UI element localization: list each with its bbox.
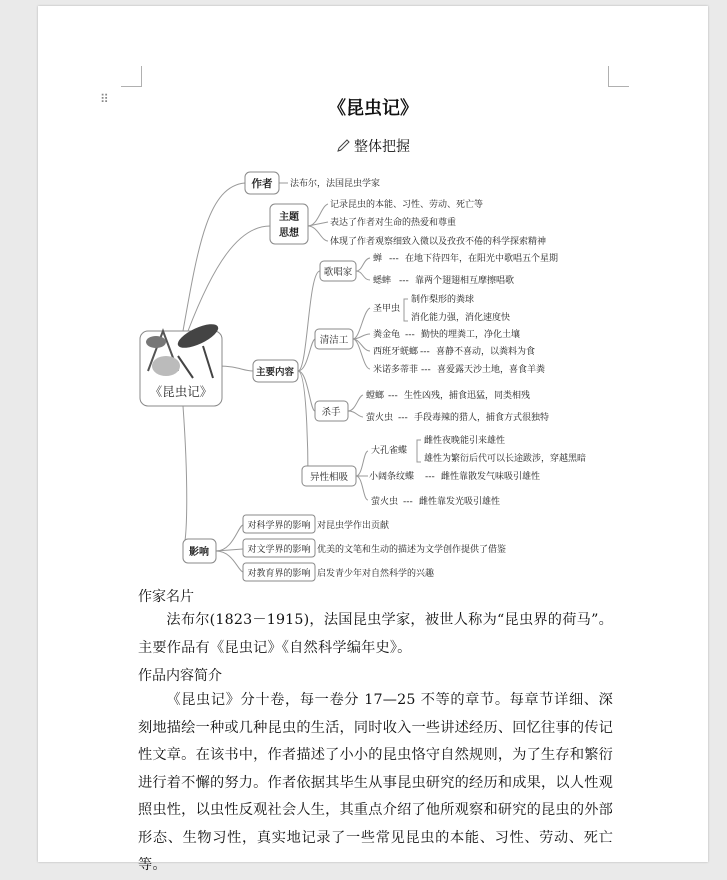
insect-desc: 勤快的埋粪工，净化土壤 xyxy=(421,330,521,340)
insect-name: 米诺多蒂菲 xyxy=(373,365,419,375)
influence-item-label: 对教育界的影响 xyxy=(247,569,311,579)
svg-text:---: --- xyxy=(388,391,398,401)
singers-node xyxy=(320,252,558,286)
insect-name: 圣甲虫 xyxy=(373,304,401,314)
insect-name: 西班牙蜣螂 xyxy=(373,347,419,357)
author-card-paragraph: 法布尔(1823－1915)，法国昆虫学家，被世人称为“昆虫界的荷马”。主要作品有《昆虫记》《自然科学编年史》。 xyxy=(138,612,613,656)
insect-desc: 雌性靠发光吸引雄性 xyxy=(419,497,501,507)
insect-name: 蝉 xyxy=(373,254,383,264)
document-title: 《昆虫记》 xyxy=(328,98,418,119)
influence-item-text: 启发青少年对自然科学的兴趣 xyxy=(317,569,435,579)
author-card-heading: 作家名片 xyxy=(138,589,194,605)
svg-text:---: --- xyxy=(405,330,415,340)
cleaners-label: 清洁工 xyxy=(319,335,349,346)
mating-label: 异性相吸 xyxy=(309,472,349,483)
insect-desc: 靠两个翅翅相互摩擦唱歌 xyxy=(415,276,515,286)
margin-corner-mark xyxy=(121,66,142,87)
influence-item-label: 对文学界的影响 xyxy=(247,545,311,555)
influence-item-label: 对科学界的影响 xyxy=(247,521,311,531)
theme-item: 记录昆虫的本能、习性、劳动、死亡等 xyxy=(330,200,484,210)
author-text: 法布尔，法国昆虫学家 xyxy=(290,179,381,189)
insect-desc: 生性凶残，捕食迅猛，同类相残 xyxy=(404,391,531,401)
insect-name: 蟋蟀 xyxy=(373,276,392,286)
theme-label-line1: 主题 xyxy=(279,212,299,223)
theme-item: 表达了作者对生命的热爱和尊重 xyxy=(330,218,457,228)
document-page xyxy=(38,6,708,873)
insect-desc: 雌性夜晚能引来雄性 xyxy=(424,436,506,446)
insect-desc: 在地下待四年，在阳光中歌唱五个星期 xyxy=(405,254,559,264)
main-content-node xyxy=(253,360,298,382)
insect-name: 萤火虫 xyxy=(366,413,394,423)
influence-label: 影响 xyxy=(189,547,209,558)
content-summary-paragraph: 《昆虫记》分十卷，每一卷分 17—25 不等的章节。每章节详细、深刻地描绘一种或几种昆虫的生活，同时收入一些讲述经历、回忆往事的传记性文章。在该书中，作者描述了小小的昆虫恪守自然规则，为了生存和繁衍进行着不懈的努力。作者依据其毕生从事昆虫研究的经历和成果，以人性观照虫性，以虫性反观社会人生，其重点介绍了他所观察和研究的昆虫的外部形态、生物习性，真实地记录了一些常见昆虫的本能、习性、劳动、死亡等。 xyxy=(138,692,613,873)
insect-name: 粪金龟 xyxy=(373,330,401,340)
margin-corner-mark xyxy=(608,66,629,87)
section-heading-text: 整体把握 xyxy=(354,139,410,155)
svg-text:---: --- xyxy=(403,497,413,507)
theme-node xyxy=(270,198,546,247)
svg-text:---: --- xyxy=(425,472,435,482)
section-heading xyxy=(38,136,708,156)
insect-name: 萤火虫 xyxy=(371,497,399,507)
theme-item: 体现了作者观察细致入微以及孜孜不倦的科学探索精神 xyxy=(330,237,547,247)
singers-label: 歌唱家 xyxy=(323,267,353,278)
insect-desc: 消化能力强，消化速度快 xyxy=(411,313,511,323)
killers-label: 杀手 xyxy=(321,407,341,418)
center-node xyxy=(140,319,222,406)
author-node xyxy=(245,172,380,194)
insect-desc: 制作梨形的粪球 xyxy=(411,295,475,305)
svg-text:---: --- xyxy=(421,365,431,375)
mating-node xyxy=(302,434,586,507)
svg-text:---: --- xyxy=(398,413,408,423)
center-node-label: 《昆虫记》 xyxy=(149,384,213,399)
svg-text:---: --- xyxy=(389,254,399,264)
insect-desc: 雄性为繁衍后代可以长途跋涉，穿越黑暗 xyxy=(424,454,587,464)
influence-node xyxy=(183,515,506,581)
killers-node xyxy=(315,389,549,423)
insect-name: 螳螂 xyxy=(366,391,385,401)
drag-handle-icon[interactable]: ⠿ xyxy=(100,92,108,106)
mindmap-diagram xyxy=(38,156,708,586)
insect-desc: 雌性靠散发气味吸引雄性 xyxy=(441,472,541,482)
influence-item-text: 对昆虫学作出贡献 xyxy=(317,521,390,531)
pencil-icon xyxy=(336,139,352,153)
content-summary-heading: 作品内容简介 xyxy=(138,668,222,684)
svg-text:---: --- xyxy=(420,347,430,357)
main-content-label: 主要内容 xyxy=(255,367,295,378)
influence-item-text: 优美的文笔和生动的描述为文学创作提供了借鉴 xyxy=(317,545,507,555)
insect-desc: 喜爱露天沙土地，喜食羊粪 xyxy=(437,365,546,375)
insect-name: 大孔雀蝶 xyxy=(371,446,408,456)
insect-desc: 手段毒辣的猎人，捕食方式很独特 xyxy=(414,413,550,423)
theme-label-line2: 思想 xyxy=(279,228,299,239)
author-label: 作者 xyxy=(251,178,273,190)
insect-desc: 喜静不喜动，以粪料为食 xyxy=(436,347,536,357)
svg-text:---: --- xyxy=(399,276,409,286)
insect-name: 小阔条纹蝶 xyxy=(369,472,415,482)
cleaners-node xyxy=(315,293,546,375)
